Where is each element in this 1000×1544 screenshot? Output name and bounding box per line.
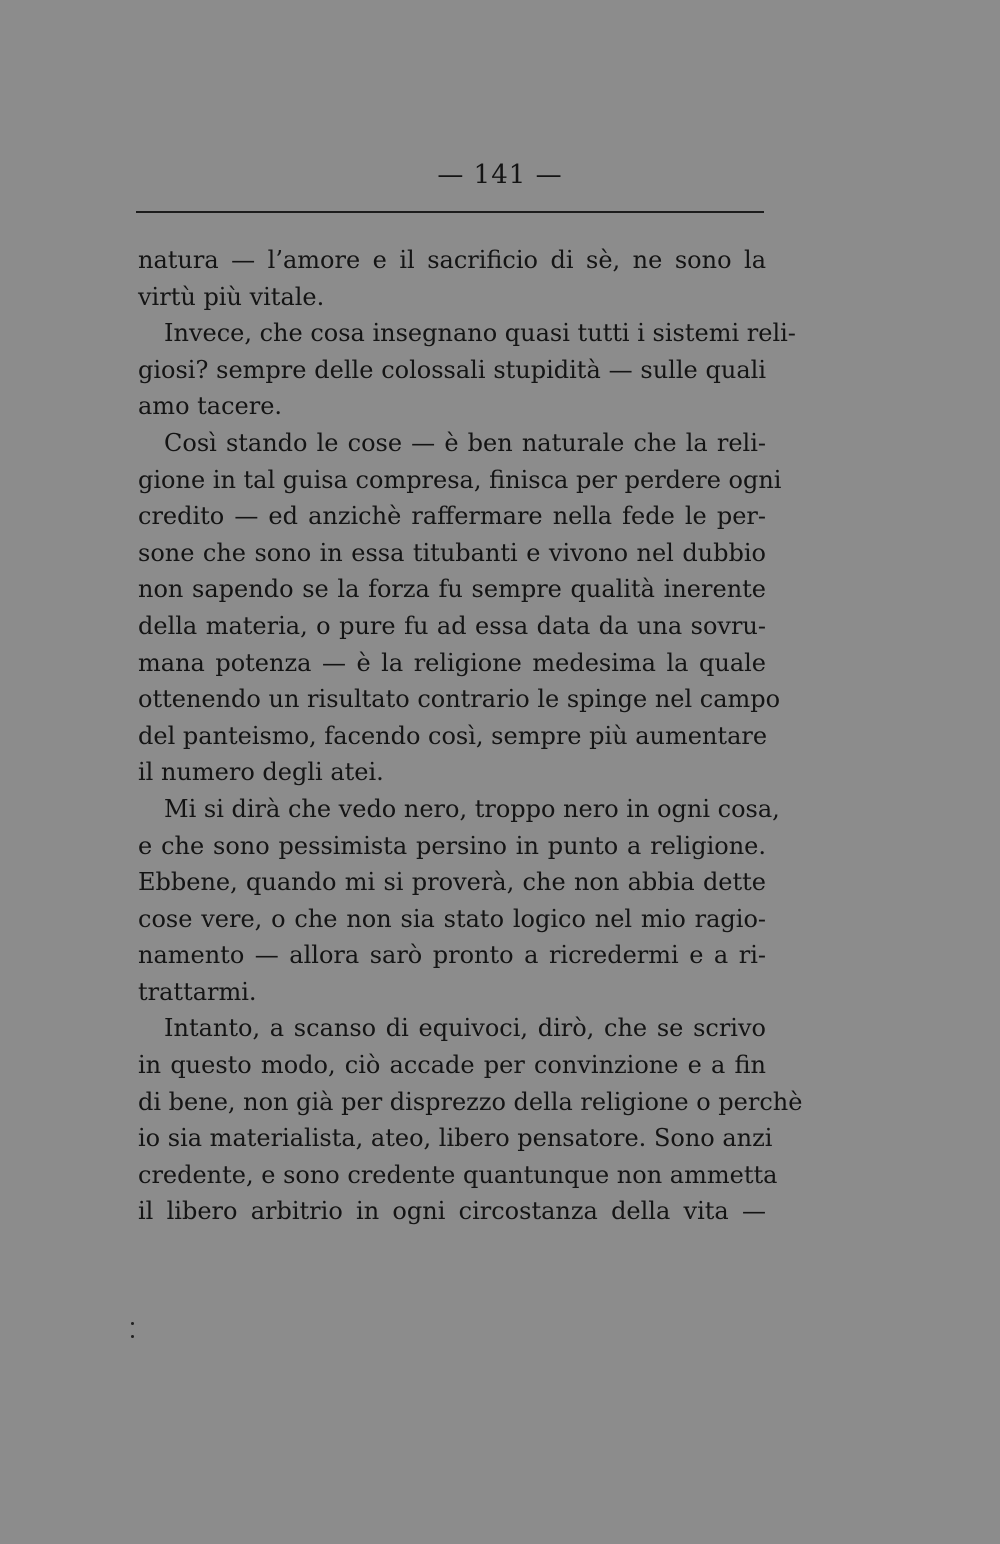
text-line: Così stando le cose — è ben naturale che la reli- bbox=[164, 428, 766, 457]
text-line: io sia materialista, ateo, libero pensatore. Sono anzi bbox=[138, 1124, 773, 1153]
text-line: Ebbene, quando mi si proverà, che non abbia dette bbox=[138, 868, 766, 897]
text-line: trattarmi. bbox=[138, 977, 257, 1006]
paragraph bbox=[138, 791, 780, 1011]
text-line: Mi si dirà che vedo nero, troppo nero in ogni cosa, bbox=[164, 794, 780, 823]
paragraph bbox=[138, 1010, 803, 1230]
text-line: non sapendo se la forza fu sempre qualità inerente bbox=[138, 575, 766, 604]
text-line: natura — l’amore e il sacrificio di sè, ne sono la bbox=[138, 246, 766, 274]
text-line: Invece, che cosa insegnano quasi tutti i sistemi reli- bbox=[164, 319, 796, 348]
text-line: il numero degli atei. bbox=[138, 758, 384, 787]
text-line: della materia, o pure fu ad essa data da una sovru- bbox=[138, 611, 766, 640]
scan-speck bbox=[131, 1322, 134, 1325]
text-line: credito — ed anzichè raffermare nella fede le per- bbox=[138, 502, 766, 531]
text-line: sone che sono in essa titubanti e vivono nel dubbio bbox=[138, 538, 766, 567]
text-line: mana potenza — è la religione medesima la quale bbox=[138, 648, 766, 677]
text-line: gione in tal guisa compresa, finisca per perdere ogni bbox=[138, 465, 782, 494]
paragraph bbox=[138, 425, 782, 791]
text-line: amo tacere. bbox=[138, 392, 283, 421]
text-line: il libero arbitrio in ogni circostanza della vita — bbox=[138, 1197, 766, 1226]
text-line: namento — allora sarò pronto a ricredermi e a ri- bbox=[138, 941, 766, 970]
text-line: Intanto, a scanso di equivoci, dirò, che se scrivo bbox=[164, 1014, 766, 1043]
text-line: e che sono pessimista persino in punto a religione. bbox=[138, 831, 766, 860]
paragraph bbox=[138, 242, 766, 315]
text-line: giosi? sempre delle colossali stupidità — sulle quali bbox=[138, 355, 766, 384]
body-text bbox=[138, 242, 803, 1230]
text-line: del panteismo, facendo così, sempre più aumentare bbox=[138, 721, 768, 750]
scan-speck bbox=[131, 1335, 134, 1338]
text-line: in questo modo, ciò accade per convinzione e a fin bbox=[138, 1051, 766, 1080]
header-rule bbox=[136, 211, 764, 213]
text-line: virtù più vitale. bbox=[138, 282, 325, 311]
text-line: credente, e sono credente quantunque non ammetta bbox=[138, 1160, 778, 1189]
text-line: di bene, non già per disprezzo della religione o perchè bbox=[138, 1087, 803, 1116]
paragraph bbox=[138, 315, 796, 425]
page-number: — 141 — bbox=[437, 160, 563, 190]
text-line: cose vere, o che non sia stato logico nel mio ragio- bbox=[138, 904, 766, 933]
text-line: ottenendo un risultato contrario le spinge nel campo bbox=[138, 685, 781, 714]
